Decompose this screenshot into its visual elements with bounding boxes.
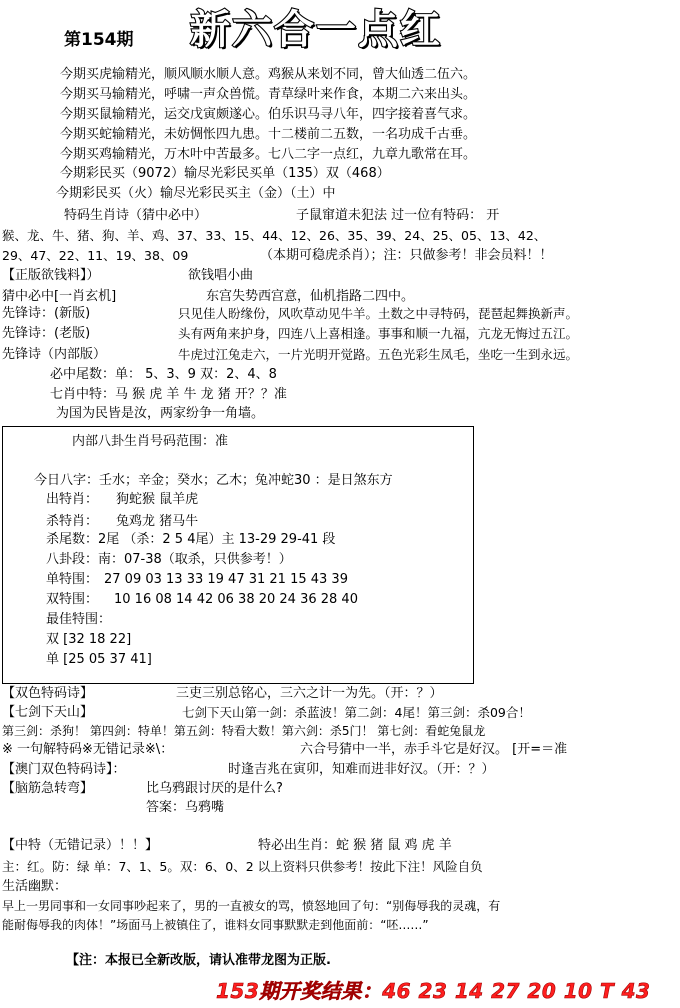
pioneer-text: 只见佳人盼缘份，风吹草动见牛羊。土数之中寻特码，琵琶起舞换新声。 [178, 306, 579, 321]
lottery-line: 今期彩民买（9072）输尽光彩民买单（135）双（468） [60, 166, 390, 181]
pioneer-label: 先锋诗：(老版) [2, 326, 91, 341]
genuine-text: 欲钱唱小曲 [188, 268, 254, 283]
poem-line: 今期买鼠输精光，运交戊寅颇遂心。伯乐识马寻八年，四字接着喜气求。 [60, 107, 477, 122]
guess-text: 东宫失势西宫意，仙机指路二四中。 [206, 289, 415, 304]
brain-answer: 答案：乌鸦嘴 [146, 800, 225, 815]
humor-text: 早上一男同事和一女同事吵起来了，男的一直被女的骂，愤怒地回了句：“别侮辱我的灵魂，有 [2, 899, 501, 913]
pioneer-label: 先锋诗：(新版) [2, 306, 91, 321]
best-single: 单 [25 05 37 41] [46, 652, 152, 667]
out-zodiac-label: 出特肖： [46, 492, 99, 507]
yiju-label: ※ 一句解特码※无错记录※\： [2, 742, 174, 757]
seven-zodiac-text: 为国为民皆是汝，两家纷争一角墙。 [56, 406, 265, 421]
single-values: 27 09 03 13 33 19 47 31 21 15 43 39 [104, 572, 348, 587]
pioneer-text: 头有两角来护身，四连八上喜相逢。事事和顺一九福，亢龙无悔过五江。 [178, 326, 579, 341]
single-label: 单特围： [46, 572, 99, 587]
poem-line: 今期买鸡输精光，万木叶中苦最多。七八二字一点红，九章九歌常在耳。 [60, 147, 477, 162]
brain-label: 【脑筋急转弯】 [2, 781, 94, 796]
zodiac-label: 特码生肖诗（猜中必中） [64, 208, 208, 223]
poem-line: 今期买虎输精光，顺风顺水顺人意。鸡猴从来划不同，曾大仙透二伍六。 [60, 67, 477, 82]
sword-line: 第三剑：杀狗！ 第四剑：特单！第五剑：特看大数！第六剑：杀5门！ 第七剑：看蛇兔鼠龙 [2, 724, 486, 738]
pioneer-text: 牛虎过江兔走六，一片光明开觉路。五色光彩生凤毛，坐吃一生到永远。 [178, 347, 579, 362]
newspaper-title: 新六合一点红 [190, 6, 442, 53]
out-zodiac-value: 狗蛇猴 鼠羊虎 [116, 492, 199, 507]
zodiac-note: （本期可稳虎杀肖）；注：只做参考！非会员料！！ [260, 248, 553, 263]
lottery-result: 153期开奖结果：46 23 14 27 20 10 T 43 [216, 979, 651, 1003]
humor-text: 能耐侮辱我的肉体！”场面马上被镇住了，谁料女同事默默走到他面前：“呸……” [2, 918, 429, 932]
kill-tail: 杀尾数：2尾 （杀：2 5 4尾）主 13-29 29-41 段 [46, 532, 336, 547]
zodiac-clue: 子鼠窜道未犯法 过一位有特码： 开 [296, 208, 500, 223]
best-label: 最佳特围： [46, 612, 112, 627]
pioneer-label: 先锋诗（内部版） [2, 347, 107, 362]
issue-number: 第154期 [64, 30, 134, 50]
kill-zodiac-value: 兔鸡龙 猪马牛 [116, 514, 199, 529]
bazi-line: 今日八字：壬水；辛金；癸水；乙木；兔冲蛇30 ：是日煞东方 [34, 473, 393, 488]
zhongte-label: 【中特（无错记录）！！】 [2, 838, 159, 853]
double-label: 双特围： [46, 592, 99, 607]
guess-label: 猜中必中[一肖玄机] [2, 289, 117, 304]
kill-zodiac-label: 杀特肖： [46, 514, 99, 529]
lottery-line: 今期彩民买（火）输尽光彩民买主（金）（土）中 [56, 186, 336, 201]
zhongte-text: 特必出生肖：蛇 猴 猪 鼠 鸡 虎 羊 [258, 838, 452, 853]
main-line: 主：红。防：绿 单：7、1、5。双：6、0、2 以上资料只供参考！按此下注！风险自负 [2, 859, 483, 874]
poem-line: 今期买蛇输精光，未妨惆怅四九患。十二楼前二五数，一名功成千古垂。 [60, 127, 477, 142]
yiju-text: 六合号猜中一半，赤手斗它是好汉。 [开=＝准 [300, 742, 568, 757]
brain-question: 比乌鸦跟讨厌的是什么? [146, 781, 283, 796]
shuangse-label: 【双色特码诗】 [2, 686, 94, 701]
genuine-label: 【正版欲钱料】） [2, 268, 100, 283]
double-values: 10 16 08 14 42 06 38 20 24 36 28 40 [114, 592, 358, 607]
macau-text: 时逢吉兆在寅卯，知难而进非好汉。（开：？） [228, 762, 495, 777]
zodiac-picks: 猴、龙、牛、猪、狗、羊、鸡、37、33、15、44、12、26、35、39、24、25、05、13、42、 [2, 228, 547, 243]
shuangse-text: 三吏三别总铭心，三六之计一为先。（开：？） [176, 686, 443, 701]
sword-text: 七剑下天山第一剑：杀蓝波！第二剑：4尾！第三剑：杀09合！ [182, 705, 531, 720]
notice: 【注：本报已全新改版，请认准带龙图为正版. [66, 953, 331, 968]
bagua-range: 八卦段：南：07-38（取杀，只供参考！） [46, 552, 292, 567]
best-double: 双 [32 18 22] [46, 632, 132, 647]
zodiac-picks: 29、47、22、11、19、38、09 [2, 248, 189, 263]
macau-label: 【澳门双色特码诗】： [2, 762, 126, 777]
box-title: 内部八卦生肖号码范围：准 [72, 434, 229, 449]
sword-label: 【七剑下天山】 [2, 705, 94, 720]
tail-numbers: 必中尾数：单： 5、3、9 双：2、4、8 [50, 367, 277, 382]
poem-line: 今期买马输精光，呼啸一声众兽慌。青草绿叶来作食，本期二六来出头。 [60, 87, 477, 102]
humor-label: 生活幽默： [2, 879, 68, 894]
seven-zodiac-label: 七肖中特：马 猴 虎 羊 牛 龙 猪 开？？准 [50, 387, 287, 402]
